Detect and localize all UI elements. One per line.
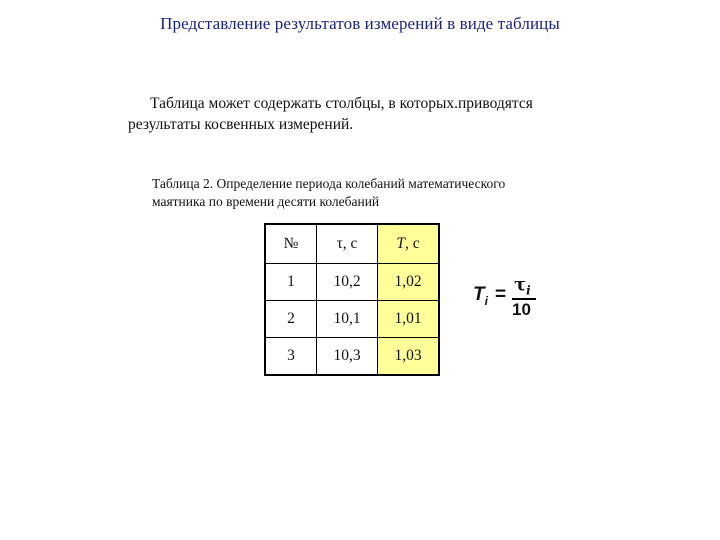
slide-title: Представление результатов измерений в виде таблицы — [160, 14, 560, 33]
formula-numerator — [514, 274, 531, 298]
table-header-row — [265, 224, 439, 264]
formula-numerator-symbol: τ — [514, 274, 527, 295]
formula-lhs-symbol: T — [473, 284, 485, 305]
intro-line-1: Таблица может содержать столбцы, в которых.приводятся — [150, 95, 533, 112]
cell-period: 1,03 — [378, 338, 440, 376]
cell-num: 1 — [265, 264, 317, 301]
cell-tau: 10,1 — [317, 301, 378, 338]
period-formula — [473, 274, 543, 324]
formula-denominator: 10 — [512, 300, 531, 319]
formula-numerator-subscript: i — [526, 283, 531, 298]
header-tau — [317, 224, 378, 264]
intro-line-2: результаты косвенных измерений. — [128, 116, 354, 133]
cell-tau: 10,2 — [317, 264, 378, 301]
header-period-symbol: T — [396, 235, 405, 252]
cell-period: 1,02 — [378, 264, 440, 301]
header-tau-unit: , с — [342, 235, 358, 252]
formula-equals: = — [495, 284, 507, 305]
cell-period: 1,01 — [378, 301, 440, 338]
header-period — [378, 224, 440, 264]
table-row — [265, 264, 439, 301]
formula-lhs-subscript: i — [484, 293, 488, 308]
header-period-unit: , с — [404, 235, 420, 252]
table-row — [265, 338, 439, 376]
caption-line-2: маятника по времени десяти колебаний — [152, 194, 380, 209]
header-tau-symbol: τ — [336, 235, 343, 252]
cell-tau: 10,3 — [317, 338, 378, 376]
intro-paragraph — [128, 93, 628, 135]
caption-line-1: Таблица 2. Определение периода колебаний математического — [152, 176, 506, 191]
cell-num: 2 — [265, 301, 317, 338]
table-row — [265, 301, 439, 338]
measurement-table — [264, 223, 440, 376]
cell-num: 3 — [265, 338, 317, 376]
formula-lhs — [473, 284, 488, 308]
table-caption — [152, 175, 612, 211]
header-num: № — [265, 224, 317, 264]
